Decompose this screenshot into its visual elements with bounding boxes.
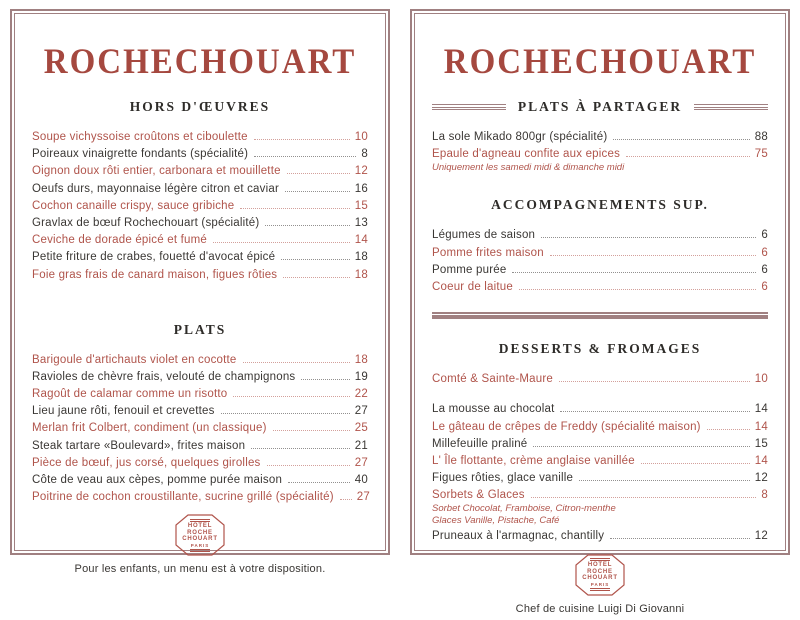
menu-section [432, 306, 768, 548]
menu-item [32, 440, 368, 452]
menu-item [32, 269, 368, 281]
menu-item [32, 405, 368, 417]
menu-item [32, 217, 368, 229]
item-price: 6 [761, 229, 768, 242]
dotted-leader [550, 255, 757, 256]
item-price: 18 [354, 353, 368, 366]
item-price: 21 [354, 439, 368, 452]
item-price: 6 [761, 280, 768, 293]
item-price: 16 [354, 182, 368, 195]
hotel-badge [175, 514, 225, 556]
item-note: Sorbet Chocolat, Framboise, Citron-menthe [432, 503, 616, 515]
menu-item [32, 422, 368, 434]
menu-section [32, 85, 368, 286]
menu-item [432, 131, 768, 143]
section-heading-label: DESSERTS & FROMAGES [498, 341, 702, 357]
sections-container [432, 85, 768, 548]
dotted-leader [531, 497, 757, 498]
menu-item [432, 530, 768, 542]
item-name: Lieu jaune rôti, fenouil et crevettes [32, 405, 215, 418]
menu-item [32, 183, 368, 195]
dotted-leader [579, 480, 750, 481]
menu-item [32, 251, 368, 263]
dotted-leader [301, 379, 349, 380]
menu-section [432, 85, 768, 177]
dotted-leader [233, 396, 349, 397]
item-name: L' Île flottante, crème anglaise vanillée [432, 454, 635, 467]
item-price: 27 [356, 491, 370, 504]
dotted-leader [240, 208, 349, 209]
menu-item [32, 474, 368, 486]
heading-rule-right [694, 104, 768, 110]
badge-text: PARIS [190, 542, 210, 548]
item-price: 8 [761, 489, 768, 502]
dotted-leader [626, 156, 750, 157]
section-heading-label: PLATS À PARTAGER [517, 99, 683, 114]
badge-text: PARIS [590, 581, 610, 587]
item-price: 13 [354, 216, 368, 229]
section-heading-label: HORS D'ŒUVRES [129, 99, 271, 114]
item-name: Côte de veau aux cèpes, pomme purée maison [32, 474, 283, 486]
item-price: 6 [761, 263, 768, 276]
menu-item [432, 229, 768, 241]
badge-text: CHOUART [182, 536, 218, 543]
item-price: 18 [354, 268, 368, 281]
item-price: 12 [754, 530, 768, 543]
item-name: Légumes de saison [432, 229, 536, 242]
dotted-leader [251, 448, 350, 449]
menu-item [32, 131, 368, 143]
item-name: Gravlax de bœuf Rochechouart (spécialité) [32, 216, 260, 229]
dotted-leader [213, 242, 350, 243]
badge-text: HÔTEL [587, 562, 613, 569]
item-price: 88 [754, 131, 768, 143]
item-name: Comté & Sainte-Maure [432, 373, 553, 386]
menu-item [432, 281, 768, 293]
menu-item [32, 148, 368, 160]
menu-item [432, 438, 768, 450]
dotted-leader [267, 465, 350, 466]
item-price: 14 [354, 234, 368, 247]
item-name: Pièce de bœuf, jus corsé, quelques girolles [32, 456, 261, 469]
menu-item [32, 354, 368, 366]
item-price: 19 [354, 370, 368, 383]
item-price: 10 [354, 131, 368, 143]
menu-item [432, 403, 768, 415]
item-name: Oignon doux rôti entier, carbonara et mouillette [32, 165, 281, 178]
menu-item [432, 264, 768, 276]
item-price: 12 [754, 472, 768, 485]
item-name: Sorbets & Glaces [432, 489, 525, 502]
item-price: 14 [754, 420, 768, 433]
menu-item [432, 421, 768, 433]
menu-item [32, 388, 368, 400]
page-bottom [32, 508, 368, 580]
item-name: Epaule d'agneau confite aux epices [432, 148, 621, 161]
menu-item [432, 455, 768, 467]
menu-item [32, 371, 368, 383]
section-heading [432, 341, 768, 357]
sections-container [32, 85, 368, 508]
dotted-leader [287, 173, 350, 174]
item-price: 12 [354, 165, 368, 178]
badge-text: ROCHE [187, 529, 213, 536]
item-name: Petite friture de crabes, fouetté d'avocat épicé [32, 251, 276, 264]
item-note: Glaces Vanille, Pistache, Café [432, 515, 560, 527]
item-price: 22 [354, 388, 368, 401]
dotted-leader [512, 272, 756, 273]
item-price: 75 [754, 148, 768, 161]
item-price: 15 [354, 199, 368, 212]
item-name: Barigoule d'artichauts violet en cocotte [32, 353, 237, 366]
section-heading [432, 99, 768, 115]
badge-text: ROCHE [587, 568, 613, 575]
dotted-leader [281, 259, 350, 260]
item-name: Ravioles de chèvre frais, velouté de champignons [32, 370, 296, 383]
item-name: Le gâteau de crêpes de Freddy (spécialité maison) [432, 420, 701, 433]
section-heading [32, 322, 368, 338]
hotel-badge [575, 554, 625, 596]
section-heading-label: PLATS [173, 321, 227, 337]
dotted-leader [533, 446, 749, 447]
item-price: 27 [354, 456, 368, 469]
menu-item [432, 373, 768, 385]
dotted-leader [613, 139, 749, 140]
page-frame [414, 13, 786, 615]
item-name: Ceviche de dorade épicé et fumé [32, 234, 207, 247]
item-name: La mousse au chocolat [432, 403, 555, 416]
item-name: La sole Mikado 800gr (spécialité) [432, 131, 608, 143]
footer-note: Chef de cuisine Luigi Di Giovanni [515, 602, 685, 615]
page-title: ROCHECHOUART [443, 42, 757, 82]
menu-item [432, 472, 768, 484]
item-name: Coeur de laitue [432, 280, 513, 293]
item-price: 27 [354, 405, 368, 418]
item-name: Millefeuille praliné [432, 437, 528, 450]
section-heading-label: ACCOMPAGNEMENTS SUP. [491, 197, 709, 213]
menu-page-left [10, 9, 390, 576]
item-price: 18 [354, 251, 368, 264]
menu-item [32, 234, 368, 246]
item-price: 10 [754, 373, 768, 386]
menu-page-right [410, 9, 790, 615]
item-name: Pruneaux à l'armagnac, chantilly [432, 530, 605, 543]
item-price: 8 [361, 148, 368, 161]
item-price: 15 [754, 437, 768, 450]
menu-item [32, 457, 368, 469]
badge-text: CHOUART [582, 575, 618, 582]
page-title: ROCHECHOUART [43, 42, 357, 82]
menu-item [432, 489, 768, 501]
octagon-badge-outline [175, 514, 225, 556]
page-frame [14, 13, 386, 576]
badge-text: HÔTEL [187, 523, 213, 530]
dotted-leader [559, 381, 750, 382]
item-price: 6 [761, 246, 768, 259]
item-name: Pomme frites maison [432, 246, 544, 259]
item-name: Pomme purée [432, 263, 507, 276]
item-name: Ragoût de calamar comme un risotto [32, 388, 228, 401]
dotted-leader [610, 538, 750, 539]
dotted-leader [273, 430, 350, 431]
item-name: Cochon canaille crispy, sauce gribiche [32, 199, 235, 212]
dotted-leader [641, 463, 750, 464]
dotted-leader [285, 191, 350, 192]
dotted-leader [560, 411, 749, 412]
dotted-leader [707, 429, 750, 430]
item-name: Steak tartare «Boulevard», frites maison [32, 439, 246, 452]
dotted-leader [221, 413, 350, 414]
item-name: Merlan frit Colbert, condiment (un classique) [32, 422, 267, 435]
menu-item [32, 165, 368, 177]
item-name: Figues rôties, glace vanille [432, 472, 574, 485]
item-note: Uniquement les samedi midi & dimanche midi [432, 162, 625, 174]
section-heading [32, 99, 368, 115]
page-bottom [432, 548, 768, 620]
item-name: Foie gras frais de canard maison, figues rôties [32, 268, 278, 281]
octagon-badge-outline [575, 554, 625, 596]
section-divider [432, 312, 768, 319]
item-price: 25 [354, 422, 368, 435]
menu-item [32, 491, 368, 503]
dotted-leader [243, 362, 350, 363]
item-name: Oeufs durs, mayonnaise légère citron et caviar [32, 182, 279, 195]
dotted-leader [519, 289, 756, 290]
item-name: Soupe vichyssoise croûtons et ciboulette [32, 131, 248, 143]
dotted-leader [265, 225, 349, 226]
menu-section [32, 308, 368, 509]
item-name: Poireaux vinaigrette fondants (spécialité) [32, 148, 249, 161]
item-price: 14 [754, 403, 768, 416]
footer-note: Pour les enfants, un menu est à votre disposition. [74, 563, 326, 576]
menu-item [432, 148, 768, 160]
dotted-leader [283, 277, 350, 278]
dotted-leader [288, 482, 350, 483]
menu-item [32, 200, 368, 212]
dotted-leader [254, 156, 356, 157]
section-heading [432, 197, 768, 213]
dotted-leader [541, 237, 756, 238]
heading-rule-left [432, 104, 506, 110]
item-price: 14 [754, 454, 768, 467]
dotted-leader [340, 499, 352, 500]
dotted-leader [254, 139, 350, 140]
menu-section [432, 183, 768, 298]
item-price: 40 [354, 474, 368, 486]
item-name: Poitrine de cochon croustillante, sucrine grillé (spécialité) [32, 491, 334, 504]
menu-item [432, 247, 768, 259]
